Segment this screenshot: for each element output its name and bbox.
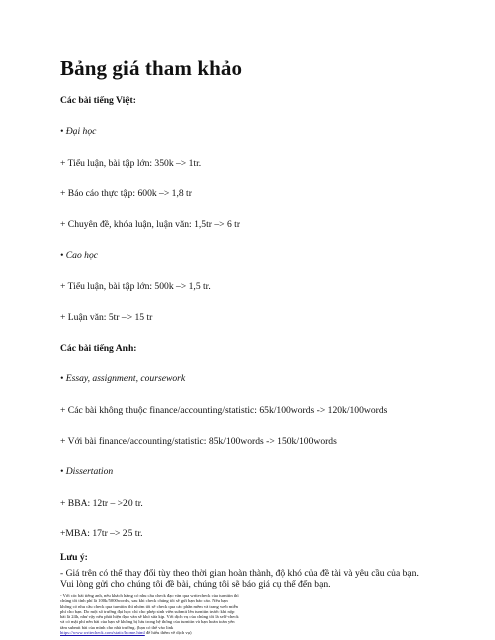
- note-line: phí cho bạn. Do một số trường đại học chỉ cho phép sinh viên submit lên turnitin trước khi nộp: [60, 608, 235, 614]
- bullet-dissertation: • Dissertation: [60, 466, 114, 477]
- price-item: + Tiểu luận, bài tập lớn: 350k –> 1tr.: [60, 158, 202, 169]
- price-item: + Các bài không thuộc finance/accounting/statistic: 65k/100words -> 120k/100words: [60, 405, 388, 416]
- price-item: + Với bài finance/accounting/statistic: 85k/100words -> 150k/100words: [60, 436, 337, 447]
- note-line: Vui lòng gửi cho chúng tôi đề bài, chúng tôi sẽ báo giá cụ thể đến bạn.: [60, 579, 331, 590]
- page-title: Bảng giá tham khảo: [60, 56, 243, 80]
- price-item: + Luận văn: 5tr –> 15 tr: [60, 312, 153, 323]
- bullet-dai-hoc: • Đại học: [60, 126, 97, 137]
- vietnamese-section-heading: Các bài tiếng Việt:: [60, 95, 136, 106]
- note-heading: Lưu ý:: [60, 552, 88, 563]
- note-line: bài là 24h, như vậy nếu phát hiện đạo văn sẽ khó sửa kịp. Với dịch vụ của chúng tôi là self-check: [60, 614, 239, 620]
- writecheck-link[interactable]: https://www.writecheck.com/static/home.html: [60, 630, 145, 636]
- note-line: - Với các bài tiếng anh, nếu khách hàng có nhu cầu check đạo văn qua writecheck của turnitin thì: [60, 593, 239, 598]
- link-line: [60, 630, 432, 635]
- note-line: tâm submit bài của mình cho nhà trường. (bạn có thể vào link: [60, 624, 174, 630]
- english-section-heading: Các bài tiếng Anh:: [60, 343, 137, 354]
- note-line: chúng tôi tính phí là 100k/5000words, sau khi check chúng tôi sẽ gửi bạn báo cáo. Nếu bạn: [60, 598, 228, 604]
- bullet-cao-hoc: • Cao học: [60, 250, 99, 261]
- price-item: + Báo cáo thực tập: 600k –> 1,8 tr: [60, 188, 192, 199]
- note-line: không có nhu cầu check qua turnitin thì nhóm tôi sẽ check qua các phần mềm và trang web miễn: [60, 603, 238, 609]
- price-item: + Tiểu luận, bài tập lớn: 500k –> 1,5 tr.: [60, 281, 211, 292]
- note-line: và có mật phí nên bài của bạn sẽ không bị lưu trong hệ thống của turnitin và bạn hoàn toàn yên: [60, 619, 235, 625]
- link-suffix: để hiểu thêm về dịch vụ): [144, 630, 192, 636]
- note-paragraph-1: [60, 568, 432, 590]
- bullet-essay: • Essay, assignment, coursework: [60, 373, 186, 384]
- note-line: - Giá trên có thể thay đổi tùy theo thời gian hoàn thành, độ khó của đề tài và yêu cầu của bạn.: [60, 568, 419, 579]
- note-paragraph-2: [60, 593, 432, 635]
- price-item: +MBA: 17tr –> 25 tr.: [60, 528, 143, 539]
- price-item: + BBA: 12tr – >20 tr.: [60, 498, 143, 509]
- price-item: + Chuyên đề, khóa luận, luận văn: 1,5tr –> 6 tr: [60, 219, 241, 230]
